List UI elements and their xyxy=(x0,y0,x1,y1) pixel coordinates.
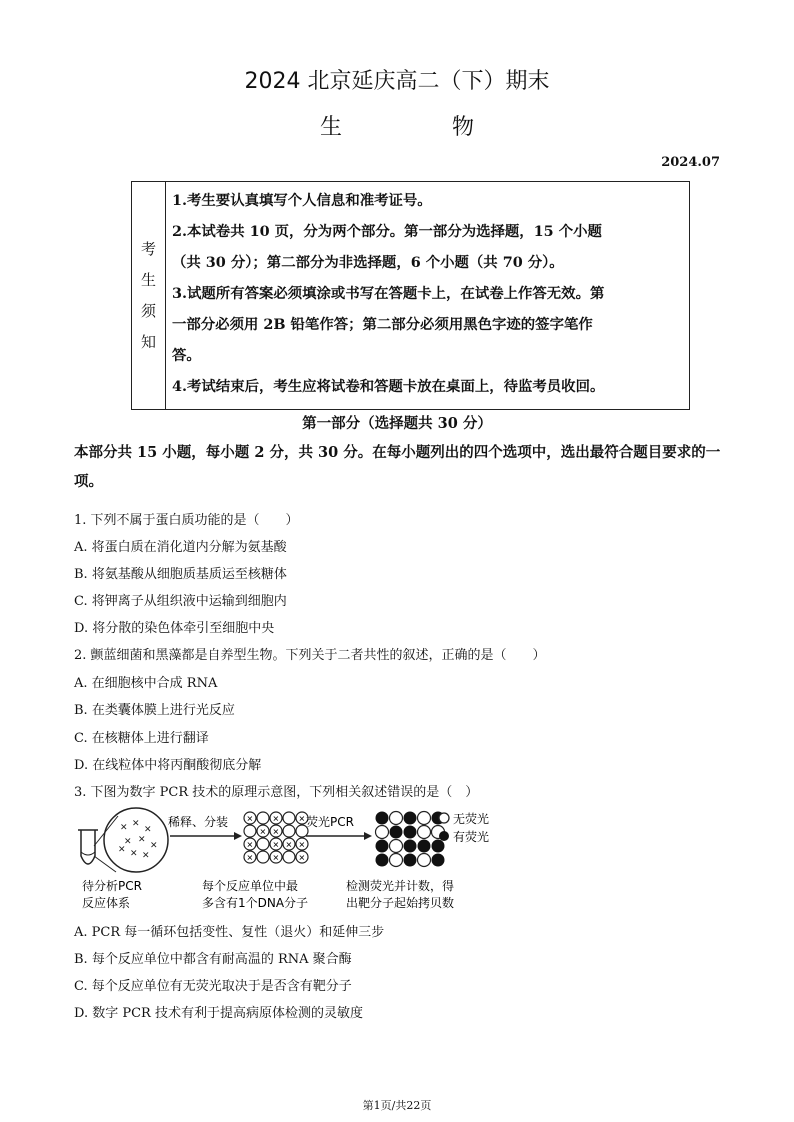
subject-heading: 生 物 xyxy=(319,115,518,140)
non-fluorescent-well xyxy=(418,812,431,825)
dna-molecule-mark: ✕ xyxy=(272,827,280,837)
fluorescent-well xyxy=(418,840,431,853)
answer-option: C. 在核糖体上进行翻译 xyxy=(74,731,209,746)
answer-option: D. 数字 PCR 技术有利于提高病原体检测的灵敏度 xyxy=(74,1006,363,1021)
arrow1-label: 稀释、分装 xyxy=(168,815,229,829)
arrow2-head xyxy=(364,832,372,840)
reaction-well xyxy=(283,851,295,863)
arrow2-label: 荧光PCR xyxy=(306,815,354,829)
dna-molecule-mark: ✕ xyxy=(298,840,306,850)
notice-line: 4.考试结束后，考生应将试卷和答题卡放在桌面上，待监考员收回。 xyxy=(172,378,605,395)
reaction-well xyxy=(257,851,269,863)
fluorescent-well xyxy=(404,826,417,839)
dna-molecule-mark: ✕ xyxy=(285,840,293,850)
svg-text:✕: ✕ xyxy=(138,835,146,845)
notice-line: （共 30 分）；第二部分为非选择题，6 个小题（共 70 分）。 xyxy=(172,254,564,271)
svg-text:✕: ✕ xyxy=(124,837,132,847)
pcr-tube-icon xyxy=(78,830,98,864)
reaction-well xyxy=(257,838,269,850)
reaction-well xyxy=(283,812,295,824)
fluorescent-well xyxy=(376,840,389,853)
notice-label-char: 须 xyxy=(140,301,156,320)
fluorescent-well xyxy=(390,826,403,839)
svg-text:✕: ✕ xyxy=(118,845,126,855)
fluorescent-well xyxy=(404,854,417,867)
part1-intro: 本部分共 15 小题，每小题 2 分，共 30 分。在每小题列出的四个选项中，选出最符合题目要求的一项。 xyxy=(74,444,721,490)
answer-option: D. 在线粒体中将丙酮酸彻底分解 xyxy=(74,758,262,773)
dna-molecule-mark: ✕ xyxy=(246,814,254,824)
notice-label-char: 生 xyxy=(140,270,156,289)
notice-line: 答。 xyxy=(172,347,201,364)
notice-label-char: 知 xyxy=(140,332,156,351)
fluorescent-well xyxy=(376,812,389,825)
notice-text xyxy=(172,185,683,402)
svg-text:✕: ✕ xyxy=(132,819,140,829)
caption-mid-line: 每个反应单位中最 xyxy=(202,879,299,893)
answer-option: B. 每个反应单位中都含有耐高温的 RNA 聚合酶 xyxy=(74,952,352,967)
caption-mid-line: 多含有1个DNA分子 xyxy=(202,896,309,910)
dna-molecule-mark: ✕ xyxy=(246,840,254,850)
question-stem: 1. 下列不属于蛋白质功能的是（ ） xyxy=(74,513,299,528)
notice-label-char: 考 xyxy=(140,239,156,258)
notice-line: 1.考生要认真填写个人信息和准考证号。 xyxy=(172,192,432,209)
answer-option: D. 将分散的染色体牵引至细胞中央 xyxy=(74,621,275,636)
fluorescent-well xyxy=(432,840,445,853)
question-stem: 2. 颤蓝细菌和黑藻都是自养型生物。下列关于二者共性的叙述，正确的是（ ） xyxy=(74,648,546,663)
non-fluorescent-well xyxy=(390,812,403,825)
partition-grid xyxy=(244,812,308,863)
notice-box xyxy=(131,181,690,410)
dna-molecule-mark: ✕ xyxy=(272,840,280,850)
svg-text:✕: ✕ xyxy=(120,823,128,833)
non-fluorescent-well xyxy=(390,840,403,853)
answer-option: C. 将钾离子从组织液中运输到细胞内 xyxy=(74,594,287,609)
notice-line: 2.本试卷共 10 页，分为两个部分。第一部分为选择题，15 个小题 xyxy=(172,223,602,240)
non-fluorescent-well xyxy=(376,826,389,839)
svg-text:✕: ✕ xyxy=(130,849,138,859)
result-grid xyxy=(376,812,445,867)
non-fluorescent-well xyxy=(418,854,431,867)
no-fluorescence-legend-icon xyxy=(439,813,449,823)
caption-right-line: 检测荧光并计数，得 xyxy=(346,879,455,893)
fluorescent-well xyxy=(404,812,417,825)
exam-date: 2024.07 xyxy=(661,155,720,170)
legend-no-fluorescence: 无荧光 xyxy=(453,812,490,826)
dna-molecule-mark: ✕ xyxy=(259,827,267,837)
fluorescent-well xyxy=(404,840,417,853)
question-stem: 3. 下图为数字 PCR 技术的原理示意图，下列相关叙述错误的是（ ） xyxy=(74,785,479,800)
answer-option: B. 在类囊体膜上进行光反应 xyxy=(74,703,235,718)
magnified-reaction-icon xyxy=(104,808,168,872)
notice-label xyxy=(132,182,166,409)
page-footer: 第1页/共22页 xyxy=(362,1099,432,1112)
fluorescent-well xyxy=(432,854,445,867)
dna-molecule-mark: ✕ xyxy=(298,814,306,824)
svg-text:✕: ✕ xyxy=(150,841,158,851)
caption-left-line: 待分析PCR xyxy=(82,879,142,893)
answer-option: A. PCR 每一循环包括变性、复性（退火）和延伸三步 xyxy=(74,925,385,940)
fluorescence-legend-icon xyxy=(439,831,449,841)
part1-heading: 第一部分（选择题共 30 分） xyxy=(302,415,492,432)
caption-right-line: 出靶分子起始拷贝数 xyxy=(346,896,455,910)
dna-molecule-mark: ✕ xyxy=(272,853,280,863)
answer-option: A. 在细胞核中合成 RNA xyxy=(74,676,218,691)
reaction-well xyxy=(257,812,269,824)
svg-text:✕: ✕ xyxy=(142,851,150,861)
page-title: 2024 北京延庆高二（下）期末 xyxy=(244,69,550,94)
digital-pcr-diagram xyxy=(74,806,514,918)
fluorescent-well xyxy=(376,854,389,867)
answer-option: C. 每个反应单位有无荧光取决于是否含有靶分子 xyxy=(74,979,352,994)
non-fluorescent-well xyxy=(390,854,403,867)
dna-molecule-mark: ✕ xyxy=(246,853,254,863)
notice-line: 一部分必须用 2B 铅笔作答；第二部分必须用黑色字迹的签字笔作 xyxy=(172,316,593,333)
notice-line: 3.试题所有答案必须填涂或书写在答题卡上，在试卷上作答无效。第 xyxy=(172,285,605,302)
arrow1-head xyxy=(234,832,242,840)
dna-molecule-mark: ✕ xyxy=(272,814,280,824)
zoom-line xyxy=(94,856,116,872)
caption-left-line: 反应体系 xyxy=(82,896,131,910)
non-fluorescent-well xyxy=(418,826,431,839)
svg-text:✕: ✕ xyxy=(144,825,152,835)
answer-option: B. 将氨基酸从细胞质基质运至核糖体 xyxy=(74,567,287,582)
dna-molecule-mark: ✕ xyxy=(298,853,306,863)
legend-fluorescence: 有荧光 xyxy=(453,830,490,844)
answer-option: A. 将蛋白质在消化道内分解为氨基酸 xyxy=(74,540,287,555)
reaction-well xyxy=(283,825,295,837)
reaction-well xyxy=(244,825,256,837)
